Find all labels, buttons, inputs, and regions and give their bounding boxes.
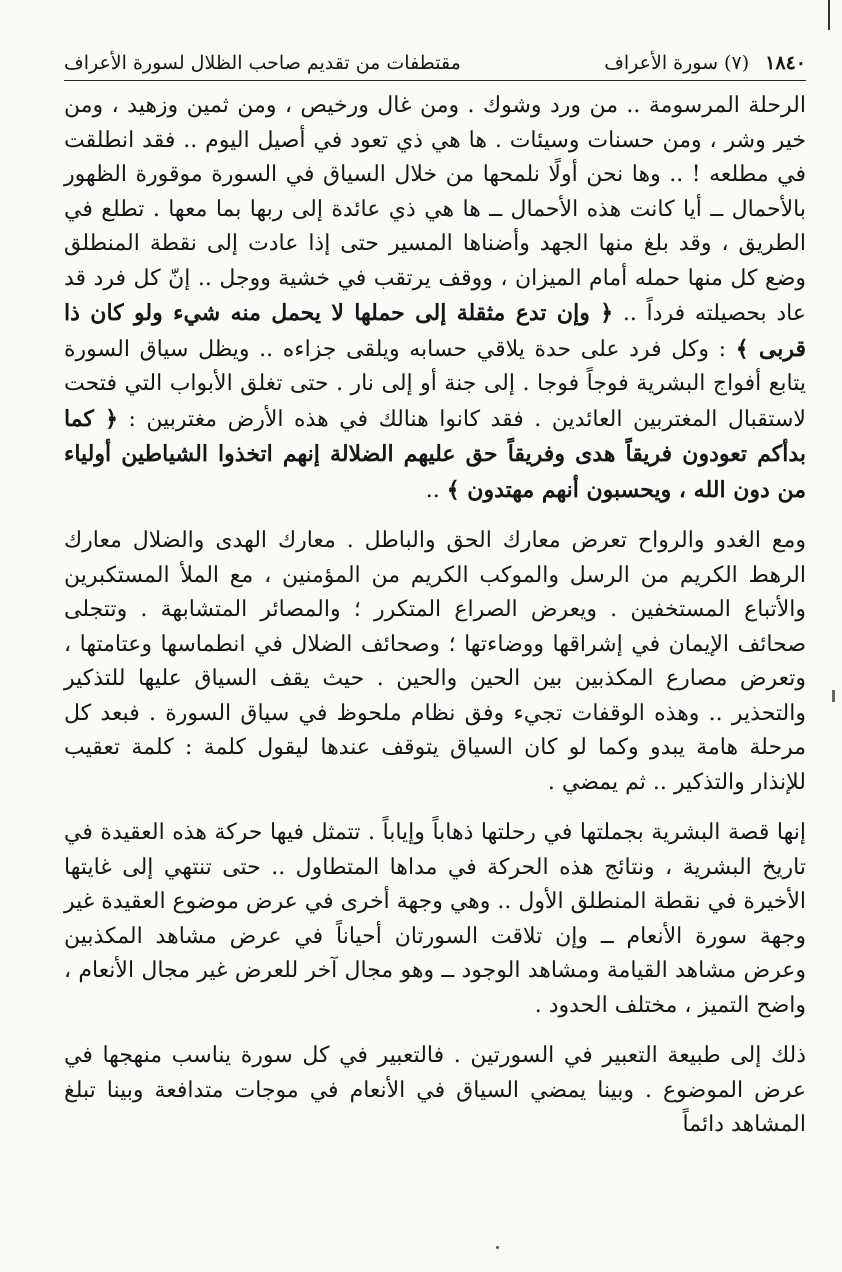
text-segment: ومع الغدو والرواح تعرض معارك الحق والباطل . معارك الهدى والضلال معارك الرهط الكريم من الرسل والموكب الكريم من المؤمنين ، مع الملأ المستكبرين والأتباع المستخفين . ويعرض الصراع المتكرر ؛ والمصائر المتشابهة . وتتجلى صحائف الإيمان في إشراقها ووضاءتها ؛ وصحائف الضلال في انطماسها وعتامتها ، وتعرض مصارع المكذبين بين الحين والحين . حيث يقف السياق عليها للتذكير والتحذير .. وهذه الوقفات تجيء وفق نظام ملحوظ في سياق السورة . فبعد كل مرحلة هامة يبدو وكما لو كان السياق يتوقف عندها ليقول كلمة : كلمة تعقيب للإنذار والتذكير .. ثم يمضي . — [64, 528, 807, 795]
margin-mark — [832, 690, 835, 702]
page-header — [64, 52, 806, 81]
quran-verse: ﴿ كما بدأكم تعودون فريقاً هدى وفريقاً حق عليهم الضلالة إنهم اتخذوا الشياطين أولياء من دون الله ، ويحسبون أنهم مهتدون ﴾ — [64, 405, 806, 503]
text-segment: إنها قصة البشرية بجملتها في رحلتها ذهاباً وإياباً . تتمثل فيها حركة هذه العقيدة في تاريخ البشرية ، ونتائج هذه الحركة في مداها المتطاول .. حتى تنتهي إلى غايتها الأخيرة في نقطة المنطلق الأول .. وهي وجهة أخرى في عرض موضوع العقيدة غير وجهة سورة الأنعام ــ وإن تلاقت السورتان أحياناً في عرض مشاهد المكذبين وعرض مشاهد القيامة ومشاهد الوجود ــ وهو مجال آخر للعرض غير مجال الأنعام ، واضح التميز ، مختلف الحدود . — [64, 820, 806, 1018]
paragraph-3 — [64, 816, 806, 1023]
page-speck — [496, 1246, 499, 1249]
surah-title: (٧) سورة الأعراف — [604, 52, 750, 74]
text-segment: ذلك إلى طبيعة التعبير في السورتين . فالتعبير في كل سورة يناسب منهجها في عرض الموضوع . وبينا يمضي السياق في الأنعام في موجات متدافعة وبينا تبلغ المشاهد دائماً — [64, 1043, 806, 1137]
paragraph-4 — [64, 1039, 806, 1143]
page-edge-line — [828, 0, 830, 30]
book-title: مقتطفات من تقديم صاحب الظلال لسورة الأعراف — [64, 52, 461, 74]
text-segment: : وكل فرد على حدة يلاقي حسابه ويلقى جزاءه .. ويظل سياق السورة يتابع أفواج البشرية فوجاً فوجا . إلى جنة أو إلى نار . حتى تغلق الأبواب التي فتحت لاستقبال المغتربين العائدين . فقد كانوا هنالك في هذه الأرض مغتربين : — [64, 336, 806, 432]
page-number: ١٨٤٠ — [765, 52, 806, 74]
paragraph-1 — [64, 89, 806, 508]
header-right — [604, 52, 806, 74]
text-segment: الرحلة المرسومة .. من ورد وشوك . ومن غال ورخيص ، ومن ثمين وزهيد ، ومن خير وشر ، ومن حسنات وسيئات . ها هي ذي تعود في أصيل اليوم .. فقد انطلقت في مطلعه ! .. وها نحن أولًا نلمحها من خلال السياق في السورة موقورة الظهور بالأحمال ــ أيا كانت هذه الأحمال ــ ها هي ذي عائدة إلى ربها بما معها . تطلع في الطريق ، وقد بلغ منها الجهد وأضناها المسير حتى إذا عادت إلى نقطة المنطلق وضع كل منها حمله أمام الميزان ، ووقف يرتقب في خشية ووجل .. إنّ كل فرد قد عاد بحصيلته فرداً .. — [64, 93, 806, 326]
book-page — [64, 52, 806, 1159]
quran-verse: ﴿ وإن تدع مثقلة إلى حملها لا يحمل منه شيء ولو كان ذا قربى ﴾ — [64, 300, 806, 362]
paragraph-2 — [64, 524, 806, 800]
page-body — [64, 89, 806, 1143]
text-segment: .. — [425, 477, 447, 503]
